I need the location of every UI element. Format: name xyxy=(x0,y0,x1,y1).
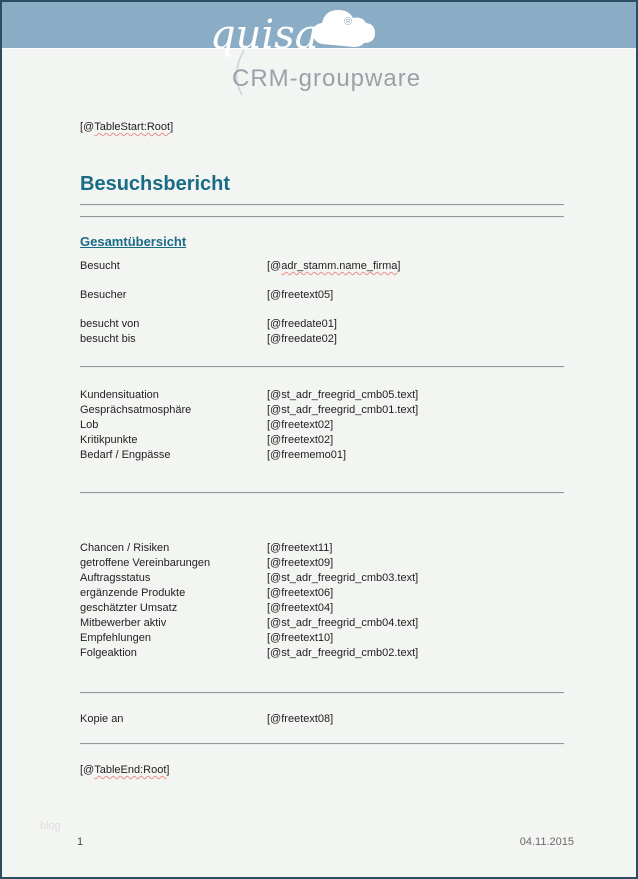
field-row xyxy=(80,403,564,418)
placeholder-open: [@ xyxy=(267,419,282,431)
placeholder-close: ] xyxy=(170,121,174,133)
field-label: Auftragsstatus xyxy=(80,572,151,584)
placeholder-open: [@ xyxy=(267,542,282,554)
placeholder-close: ] xyxy=(330,557,334,569)
placeholder-close: ] xyxy=(415,647,419,659)
placeholder-close: ] xyxy=(329,542,333,554)
placeholder-field: st_adr_freegrid_cmb04.text xyxy=(281,617,416,629)
placeholder-open: [@ xyxy=(267,389,282,401)
field-row xyxy=(80,571,564,586)
field-placeholder xyxy=(267,631,564,646)
placeholder-close: ] xyxy=(330,419,334,431)
section-divider xyxy=(80,492,564,494)
placeholder-field: freetext10 xyxy=(281,632,331,644)
placeholder-close: ] xyxy=(397,260,401,272)
table-end-placeholder xyxy=(80,763,564,778)
placeholder-close: ] xyxy=(415,404,419,416)
title-rule-2 xyxy=(80,216,564,218)
placeholder-field: adr_stamm.name_firma xyxy=(281,260,398,272)
placeholder-close: ] xyxy=(330,713,334,725)
field-label: Kopie an xyxy=(80,713,124,725)
placeholder-open: [@ xyxy=(267,434,282,446)
placeholder-field: TableEnd:Root xyxy=(94,764,167,776)
field-placeholder xyxy=(267,448,564,463)
placeholder-field: st_adr_freegrid_cmb05.text xyxy=(281,389,416,401)
field-label: Chancen / Risiken xyxy=(80,542,170,554)
placeholder-close: ] xyxy=(330,632,334,644)
placeholder-close: ] xyxy=(333,318,337,330)
field-placeholder xyxy=(267,601,564,616)
field-placeholder xyxy=(267,288,564,303)
quisa-logo xyxy=(198,4,458,100)
field-placeholder xyxy=(267,556,564,571)
field-label: besucht von xyxy=(80,318,140,330)
field-placeholder xyxy=(267,571,564,586)
field-label: ergänzende Produkte xyxy=(80,587,186,599)
placeholder-close: ] xyxy=(330,289,334,301)
document-body xyxy=(80,120,564,778)
placeholder-open: [@ xyxy=(267,557,282,569)
field-blocks xyxy=(80,259,564,745)
placeholder-open: [@ xyxy=(267,572,282,584)
field-row xyxy=(80,712,564,727)
field-label: Mitbewerber aktiv xyxy=(80,617,167,629)
placeholder-field: freetext11 xyxy=(281,542,330,554)
field-placeholder xyxy=(267,317,564,332)
field-placeholder xyxy=(267,646,564,661)
field-label: Empfehlungen xyxy=(80,632,151,644)
placeholder-field: st_adr_freegrid_cmb02.text xyxy=(281,647,416,659)
field-label: Lob xyxy=(80,419,99,431)
placeholder-close: ] xyxy=(415,389,419,401)
placeholder-close: ] xyxy=(166,764,170,776)
section-divider xyxy=(80,366,564,368)
placeholder-field: st_adr_freegrid_cmb01.text xyxy=(281,404,416,416)
placeholder-field: freetext02 xyxy=(281,434,331,446)
field-row xyxy=(80,556,564,571)
page-number: 1 xyxy=(77,836,84,848)
placeholder-field: freememo01 xyxy=(281,449,343,461)
table-start-placeholder xyxy=(80,120,564,135)
brand-name: quisa xyxy=(210,12,319,58)
section-heading: Gesamtübersicht xyxy=(80,234,187,249)
field-row xyxy=(80,388,564,403)
field-row-group xyxy=(80,317,564,347)
field-label: Besucher xyxy=(80,289,127,301)
field-label: besucht bis xyxy=(80,333,136,345)
placeholder-close: ] xyxy=(330,434,334,446)
field-placeholder xyxy=(267,259,564,274)
watermark-text: blog xyxy=(40,820,61,832)
placeholder-open: [@ xyxy=(267,632,282,644)
field-row xyxy=(80,631,564,646)
field-row xyxy=(80,601,564,616)
placeholder-open: [@ xyxy=(80,121,95,133)
field-placeholder xyxy=(267,586,564,601)
field-label: Folgeaktion xyxy=(80,647,137,659)
placeholder-close: ] xyxy=(415,617,419,629)
field-placeholder xyxy=(267,541,564,556)
field-label: geschätzter Umsatz xyxy=(80,602,178,614)
placeholder-field: freedate02 xyxy=(281,333,334,345)
field-placeholder xyxy=(267,388,564,403)
placeholder-open: [@ xyxy=(267,289,282,301)
placeholder-close: ] xyxy=(343,449,347,461)
field-row xyxy=(80,418,564,433)
field-row xyxy=(80,288,564,303)
field-row-group xyxy=(80,541,564,661)
field-placeholder xyxy=(267,616,564,631)
brand-subtitle: CRM-groupware xyxy=(232,65,422,92)
registered-mark: ® xyxy=(344,16,353,28)
placeholder-open: [@ xyxy=(267,449,282,461)
footer-date: 04.11.2015 xyxy=(519,836,574,848)
field-placeholder xyxy=(267,332,564,347)
document-title: Besuchsbericht xyxy=(80,173,231,195)
placeholder-field: freetext08 xyxy=(281,713,331,725)
field-placeholder xyxy=(267,712,564,727)
placeholder-field: freetext09 xyxy=(281,557,331,569)
field-placeholder xyxy=(267,418,564,433)
placeholder-field: freetext05 xyxy=(281,289,331,301)
placeholder-open: [@ xyxy=(267,713,282,725)
field-row xyxy=(80,259,564,274)
placeholder-open: [@ xyxy=(267,617,282,629)
field-label: Kritikpunkte xyxy=(80,434,138,446)
placeholder-open: [@ xyxy=(267,260,282,272)
field-label: Gesprächsatmosphäre xyxy=(80,404,192,416)
placeholder-open: [@ xyxy=(267,587,282,599)
placeholder-field: freetext04 xyxy=(281,602,331,614)
field-row-group xyxy=(80,388,564,463)
placeholder-close: ] xyxy=(415,572,419,584)
field-label: Kundensituation xyxy=(80,389,159,401)
section-divider xyxy=(80,743,564,745)
field-label: getroffene Vereinbarungen xyxy=(80,557,211,569)
field-row xyxy=(80,433,564,448)
field-row xyxy=(80,646,564,661)
placeholder-field: st_adr_freegrid_cmb03.text xyxy=(281,572,416,584)
field-placeholder xyxy=(267,433,564,448)
field-row xyxy=(80,317,564,332)
placeholder-open: [@ xyxy=(267,602,282,614)
placeholder-field: TableStart:Root xyxy=(94,121,171,133)
section-divider xyxy=(80,692,564,694)
field-row xyxy=(80,616,564,631)
placeholder-field: freetext06 xyxy=(281,587,331,599)
placeholder-open: [@ xyxy=(267,404,282,416)
field-row xyxy=(80,586,564,601)
cloud-icon xyxy=(313,10,375,47)
field-label: Besucht xyxy=(80,260,120,272)
field-row xyxy=(80,541,564,556)
placeholder-open: [@ xyxy=(267,318,282,330)
placeholder-open: [@ xyxy=(80,764,95,776)
field-row xyxy=(80,332,564,347)
placeholder-open: [@ xyxy=(267,647,282,659)
field-placeholder xyxy=(267,403,564,418)
placeholder-field: freedate01 xyxy=(281,318,334,330)
placeholder-field: freetext02 xyxy=(281,419,331,431)
field-label: Bedarf / Engpässe xyxy=(80,449,171,461)
placeholder-close: ] xyxy=(330,602,334,614)
field-row-group xyxy=(80,712,564,727)
field-row-group xyxy=(80,259,564,303)
field-row xyxy=(80,448,564,463)
placeholder-close: ] xyxy=(333,333,337,345)
placeholder-close: ] xyxy=(330,587,334,599)
placeholder-open: [@ xyxy=(267,333,282,345)
title-rule-1 xyxy=(80,204,564,206)
